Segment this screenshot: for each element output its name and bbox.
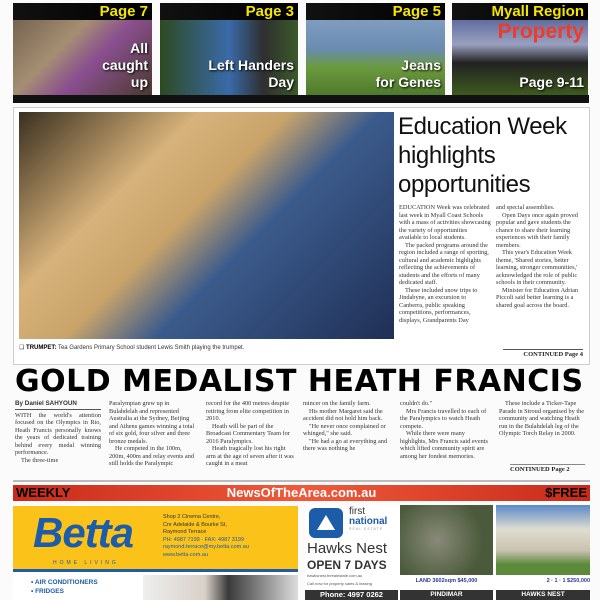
teaser-property[interactable] bbox=[452, 3, 588, 95]
teaser-page-3[interactable] bbox=[160, 3, 298, 95]
lead-story bbox=[13, 107, 590, 365]
lead-photo bbox=[19, 112, 394, 339]
lead-column-2: and special assemblies. Open Days once again proved popular and gave students the chance to share their learning experiences with their family members. This year's Education Week theme, 'Shared stories, better learning, stronger communities,' acknowledged the role of public schools in their community. Minister for Education Adrian Piccoli said better learning is a shared goal across the board. bbox=[496, 204, 579, 309]
teaser-page-label: Page 7 bbox=[13, 3, 152, 20]
betta-products: • AIR CONDITIONERS • FRIDGES bbox=[31, 579, 98, 595]
teaser-caption: All caught up bbox=[102, 40, 148, 90]
building-photo bbox=[496, 505, 590, 575]
betta-logo: Betta bbox=[33, 509, 134, 556]
teaser-property-title: Property bbox=[497, 20, 584, 43]
teaser-caption: Jeans for Genes bbox=[375, 57, 441, 90]
listing-price[interactable]: 2 · 1 · 1 $250,000 bbox=[546, 578, 590, 584]
teaser-caption: Left Handers Day bbox=[208, 57, 294, 90]
lead-column-1: EDUCATION Week was celebrated last week in Myall Coast Schools with a mass of activities showcasing the variety of opportunities available to local students. The packed programs around the region included a range of sporting, cultural and academic highlights reflecting the achievements of students and the efforts of many dedicated staff. These included snow trips to Jindabyne, an excursion to Canberra, public speaking competitions, performances, displays, Grandparents Day bbox=[399, 204, 491, 324]
teaser-strip bbox=[13, 95, 589, 103]
photo-caption: ❏ TRUMPET: Tea Gardens Primary School student Lewis Smith playing the trumpet. bbox=[19, 345, 245, 351]
website[interactable]: hawksnest.fnrealestate.com.au bbox=[307, 573, 363, 578]
masthead-weekly: WEEKLY bbox=[16, 485, 71, 500]
aerial-photo bbox=[400, 505, 493, 575]
story-column-3: record for the 400 metres despite retiring from elite competition in 2010. Heath will be part of the Broadcast Commentary Team for 2016 Paralympics. Heath tragically lost his right arm at the age of seven after it was caught in a meat bbox=[206, 400, 294, 467]
story-column-1: By Daniel SAHYOUN WITH the world's attention focused on the Olympics in Rio, Heath Francis personally knows the years of dedicated training behind every medal winning performance. The three-time bbox=[15, 400, 101, 464]
office-name: Hawks Nest bbox=[307, 540, 388, 557]
betta-photo bbox=[143, 575, 298, 600]
betta-subtitle: HOME LIVING bbox=[53, 560, 119, 566]
story-headline[interactable]: GOLD MEDALIST HEATH FRANCIS bbox=[15, 364, 584, 399]
phone-number[interactable]: Phone: 4997 0262 bbox=[305, 590, 398, 600]
betta-banner bbox=[13, 506, 298, 572]
first-national-logo-icon bbox=[309, 508, 343, 538]
first-national-ad[interactable] bbox=[305, 505, 590, 600]
lead-headline[interactable]: Education Week highlights opportunities bbox=[398, 113, 567, 198]
story-column-6: These include a Ticker-Tape Parade in Stroud organised by the community and watching Heath run in the Bulahdelah leg of the Olympic Torch Relay in 2000. bbox=[499, 400, 585, 437]
note: Call now for property sales & leasing bbox=[307, 581, 372, 586]
masthead-price: $FREE bbox=[545, 485, 587, 500]
teaser-page-label: Page 3 bbox=[160, 3, 298, 20]
divider bbox=[13, 480, 590, 482]
story-column-5: couldn't do." Mrs Francis travelled to each of the Paralympics to watch Heath compete. While there were many highlights, Mrs Francis said events which lifted community spirit are among her fondest memories. bbox=[400, 400, 488, 460]
teaser-region-label: Myall Region bbox=[452, 3, 588, 20]
byline: By Daniel SAHYOUN bbox=[15, 400, 101, 410]
first-national-brand: first national REAL ESTATE bbox=[349, 506, 388, 531]
continued-link[interactable]: CONTINUED Page 4 bbox=[503, 349, 583, 359]
teaser-page-label: Page 5 bbox=[306, 3, 445, 20]
teaser-page-5[interactable] bbox=[306, 3, 445, 95]
continued-link[interactable]: CONTINUED Page 2 bbox=[510, 464, 585, 474]
listing-location: HAWKS NEST bbox=[496, 590, 590, 600]
teaser-caption: Page 9-11 bbox=[519, 74, 584, 90]
teaser-page-7[interactable] bbox=[13, 3, 152, 95]
opening-hours: OPEN 7 DAYS bbox=[307, 558, 387, 572]
story-column-2: Paralympian grew up in Bulahdelah and represented Australia at the Sydney, Beijing and Athens games winning a total of six gold, four silver and three bronze medals. He competed in the 100m, 200m, 400m and relay events and still holds the Paralympic bbox=[109, 400, 195, 467]
listing-price[interactable]: LAND 3602sqm $45,000 bbox=[415, 578, 478, 584]
story-column-4: mincer on the family farm. His mother Margaret said the accident did not hold him back. "He never once complained or whinged," she said. "He had a go at everything and there was nothing he bbox=[303, 400, 388, 452]
listing-location: PINDIMAR bbox=[400, 590, 493, 600]
betta-contact: Shop 2 Cinema Centre, Cnr Adelaide & Bourke St, Raymond Terrace PH: 4987 7199 · FAX: 4987 3199 raymond.terrace@my.betta.com.au www.betta.com.au bbox=[163, 514, 249, 558]
masthead-bar bbox=[13, 485, 590, 501]
masthead-website[interactable]: NewsOfTheArea.com.au bbox=[226, 485, 377, 500]
betta-ad[interactable] bbox=[13, 506, 298, 600]
